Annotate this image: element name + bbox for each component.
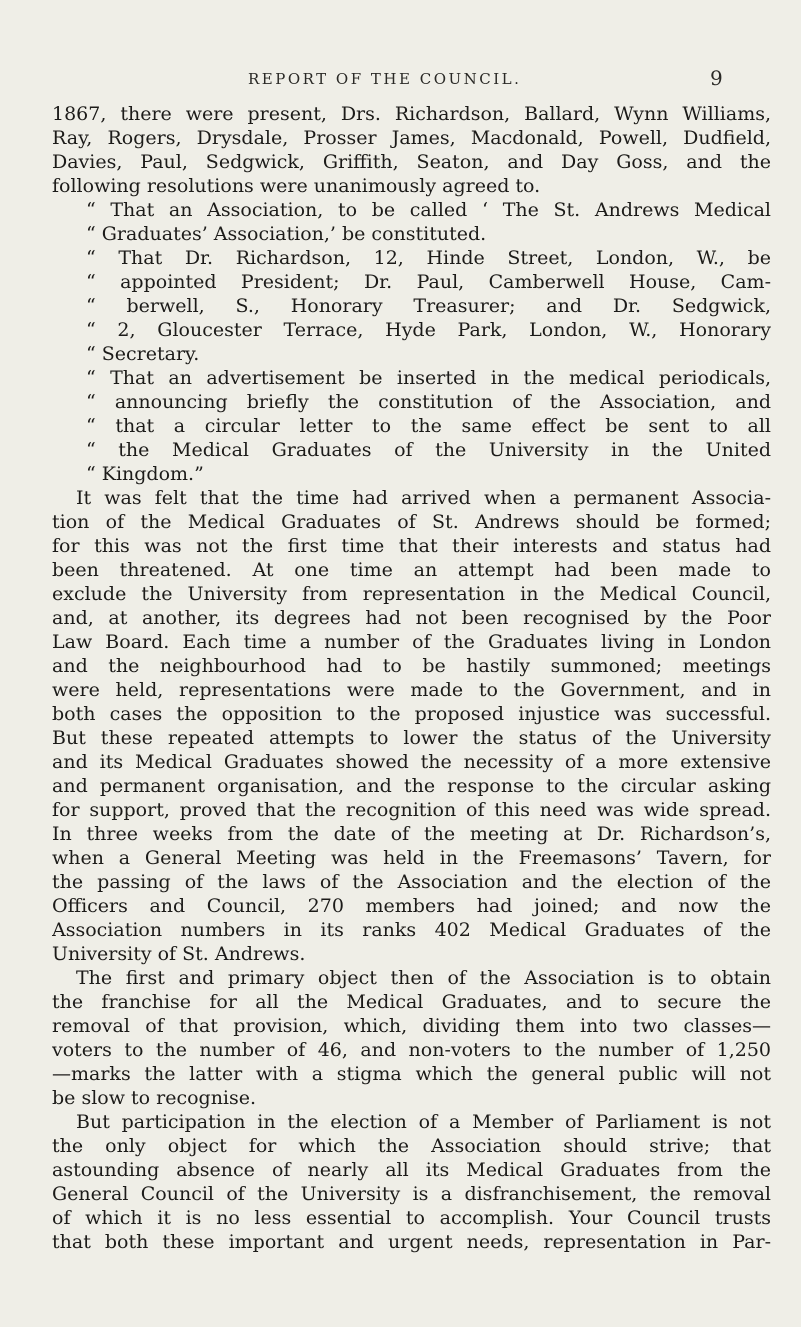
text-line: removal of that provision, which, dividing them into two classes— — [52, 1015, 771, 1037]
text-line: Ray, Rogers, Drysdale, Prosser James, Macdonald, Powell, Dudfield, — [52, 127, 771, 149]
text-line: “ 2, Gloucester Terrace, Hyde Park, London, W., Honorary — [86, 319, 771, 341]
text-line: “ announcing briefly the constitution of the Association, and — [86, 391, 771, 413]
text-line: “ Kingdom.” — [86, 463, 204, 485]
text-line: for this was not the first time that their interests and status had — [52, 535, 771, 557]
text-line: Association numbers in its ranks 402 Medical Graduates of the — [52, 919, 771, 941]
text-line: “ That an Association, to be called ‘ The St. Andrews Medical — [86, 199, 771, 221]
text-line: that both these important and urgent needs, representation in Par- — [52, 1231, 771, 1253]
text-line: and the neighbourhood had to be hastily summoned; meetings — [52, 655, 771, 677]
text-line: and, at another, its degrees had not been recognised by the Poor — [52, 607, 771, 629]
text-line: But participation in the election of a Member of Parliament is not — [76, 1111, 771, 1133]
text-line: But these repeated attempts to lower the status of the University — [52, 727, 771, 749]
text-line: exclude the University from representation in the Medical Council, — [52, 583, 771, 605]
text-line: “ berwell, S., Honorary Treasurer; and Dr. Sedgwick, — [86, 295, 771, 317]
text-line: It was felt that the time had arrived when a permanent Associa- — [76, 487, 771, 509]
text-line: be slow to recognise. — [52, 1087, 257, 1109]
text-line: tion of the Medical Graduates of St. Andrews should be formed; — [52, 511, 771, 533]
text-line: when a General Meeting was held in the Freemasons’ Tavern, for — [52, 847, 771, 869]
text-line: “ the Medical Graduates of the University in the United — [86, 439, 771, 461]
running-head: REPORT OF THE COUNCIL. — [248, 70, 522, 88]
text-line: “ appointed President; Dr. Paul, Camberwell House, Cam- — [86, 271, 771, 293]
text-line: of which it is no less essential to accomplish. Your Council trusts — [52, 1207, 771, 1229]
text-line: In three weeks from the date of the meeting at Dr. Richardson’s, — [52, 823, 771, 845]
text-line: “ Graduates’ Association,’ be constituted. — [86, 223, 487, 245]
text-line: for support, proved that the recognition of this need was wide spread. — [52, 799, 771, 821]
text-line: astounding absence of nearly all its Medical Graduates from the — [52, 1159, 771, 1181]
text-line: “ That Dr. Richardson, 12, Hinde Street, London, W., be — [86, 247, 771, 269]
text-line: voters to the number of 46, and non-voters to the number of 1,250 — [52, 1039, 771, 1061]
text-line: and its Medical Graduates showed the necessity of a more extensive — [52, 751, 771, 773]
text-line: “ that a circular letter to the same effect be sent to all — [86, 415, 771, 437]
text-line: General Council of the University is a disfranchisement, the removal — [52, 1183, 771, 1205]
text-line: Officers and Council, 270 members had joined; and now the — [52, 895, 771, 917]
text-line: The first and primary object then of the Association is to obtain — [76, 967, 771, 989]
text-line: Davies, Paul, Sedgwick, Griffith, Seaton, and Day Goss, and the — [52, 151, 771, 173]
text-line: following resolutions were unanimously agreed to. — [52, 175, 541, 197]
text-line: Law Board. Each time a number of the Graduates living in London — [52, 631, 771, 653]
text-line: were held, representations were made to the Government, and in — [52, 679, 771, 701]
text-line: 1867, there were present, Drs. Richardson, Ballard, Wynn Williams, — [52, 103, 771, 125]
text-line: the passing of the laws of the Association and the election of the — [52, 871, 771, 893]
text-line: the only object for which the Association should strive; that — [52, 1135, 771, 1157]
text-line: the franchise for all the Medical Graduates, and to secure the — [52, 991, 771, 1013]
text-line: “ That an advertisement be inserted in the medical periodicals, — [86, 367, 771, 389]
page-number: 9 — [710, 66, 723, 90]
text-line: —marks the latter with a stigma which the general public will not — [52, 1063, 771, 1085]
text-line: both cases the opposition to the proposed injustice was successful. — [52, 703, 771, 725]
text-line: University of St. Andrews. — [52, 943, 306, 965]
text-line: and permanent organisation, and the response to the circular asking — [52, 775, 771, 797]
text-line: “ Secretary. — [86, 343, 200, 365]
text-line: been threatened. At one time an attempt had been made to — [52, 559, 771, 581]
